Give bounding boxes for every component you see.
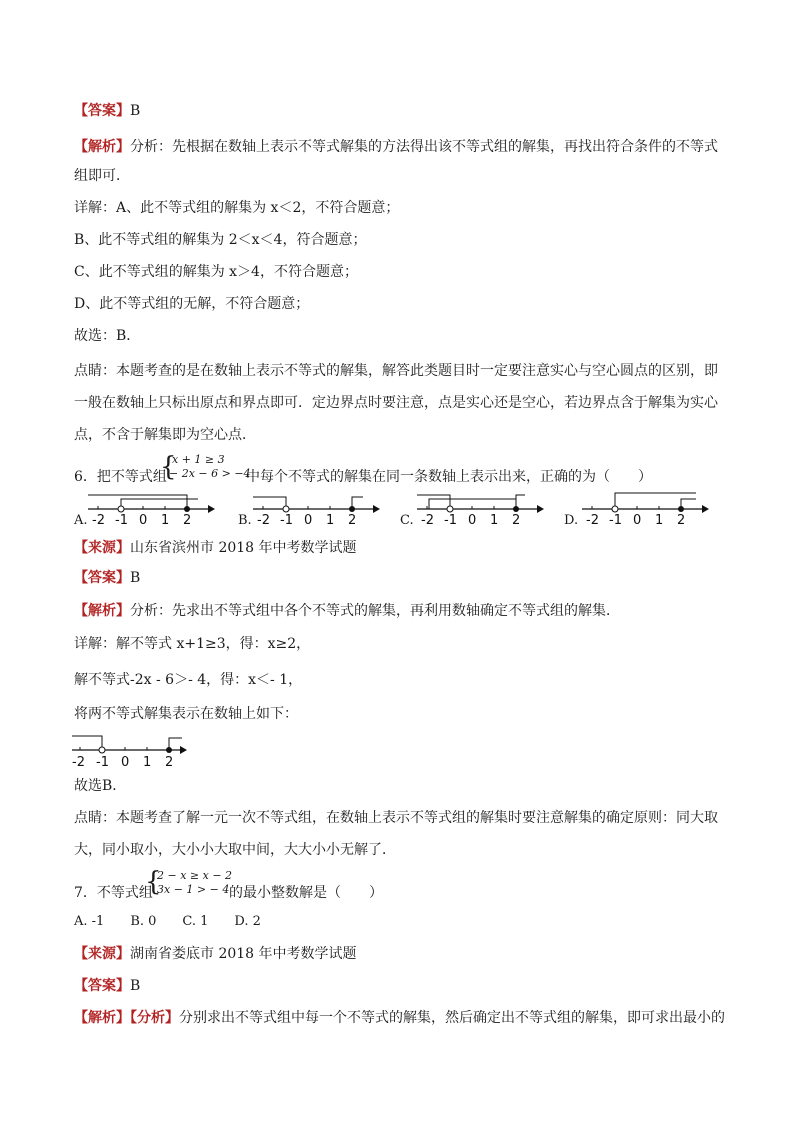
q6-system-line-1: x + 1 ≥ 3 bbox=[172, 453, 225, 466]
tick-label: 1 bbox=[490, 513, 499, 527]
tick-label: 2 bbox=[677, 513, 686, 527]
tick-label: -1 bbox=[609, 513, 622, 527]
source-tag: 【来源】 bbox=[74, 540, 130, 556]
q7-options[interactable]: A. -1 B. 0 C. 1 D. 2 bbox=[74, 914, 261, 929]
analysis-tag: 【解析】【分析】 bbox=[74, 1010, 179, 1026]
tick-label: 0 bbox=[304, 513, 313, 527]
q6-answer-line bbox=[74, 568, 140, 588]
q7-brace: { bbox=[145, 867, 162, 897]
q6-option-a-numberline[interactable] bbox=[86, 485, 216, 527]
tick-label: 0 bbox=[121, 755, 130, 770]
answer-value: B bbox=[130, 570, 141, 586]
detail-c: C、此不等式组的解集为 x＞4，不符合题意； bbox=[74, 264, 358, 280]
tick-label: 2 bbox=[348, 513, 357, 527]
q7-system-line-1: 2 − x ≥ x − 2 bbox=[157, 869, 233, 882]
analysis-line-1 bbox=[74, 137, 718, 157]
answer-tag: 【答案】 bbox=[74, 978, 130, 994]
analysis-text: 分析：先根据在数轴上表示不等式解集的方法得出该不等式组的解集，再找出符合条件的不等式 bbox=[130, 139, 718, 155]
q6-system-line-2: − 2x − 6 > −4 bbox=[169, 467, 251, 480]
analysis-text: 分别求出不等式组中每一个不等式的解集，然后确定出不等式组的解集，即可求出最小的 bbox=[179, 1010, 725, 1026]
q6-step-1: 详解：解不等式 x+1≥3，得：x≥2， bbox=[74, 636, 311, 652]
q7-suffix: 的最小整数解是（ ） bbox=[229, 885, 383, 901]
q6-option-d-numberline[interactable] bbox=[580, 485, 710, 527]
tick-label: 0 bbox=[468, 513, 477, 527]
q7-prefix: 7．不等式组 bbox=[74, 885, 153, 901]
q6-source-line bbox=[74, 538, 357, 558]
q7-answer-line bbox=[74, 976, 140, 996]
tick-label: -2 bbox=[257, 513, 270, 527]
tick-label: -2 bbox=[92, 513, 105, 527]
tick-label: -2 bbox=[421, 513, 434, 527]
q6-option-b-label[interactable]: B. bbox=[238, 513, 252, 528]
tick-label: 0 bbox=[633, 513, 642, 527]
tick-label: 2 bbox=[165, 755, 174, 770]
answer-value: B bbox=[130, 103, 141, 119]
tick-label: 0 bbox=[139, 513, 148, 527]
tick-label: -2 bbox=[72, 755, 85, 770]
tick-label: 1 bbox=[326, 513, 335, 527]
q6-suffix: 中每个不等式的解集在同一条数轴上表示出来，正确的为（ ） bbox=[246, 469, 652, 485]
tick-label: 2 bbox=[183, 513, 192, 527]
q6-solution-numberline bbox=[70, 728, 200, 770]
q6-step-3: 将两不等式解集表示在数轴上如下： bbox=[74, 706, 298, 722]
q6-stem bbox=[74, 467, 167, 487]
source-text: 湖南省娄底市 2018 年中考数学试题 bbox=[130, 946, 357, 962]
q6-comment-1: 点睛：本题考查了解一元一次不等式组，在数轴上表示不等式组的解集时要注意解集的确定原则：同大取 bbox=[74, 810, 718, 826]
choice-line: 故选：B． bbox=[74, 328, 141, 344]
tick-label: 2 bbox=[512, 513, 521, 527]
tick-label: -1 bbox=[280, 513, 293, 527]
q7-stem bbox=[74, 883, 153, 903]
source-text: 山东省滨州市 2018 年中考数学试题 bbox=[130, 540, 357, 556]
answer-tag: 【答案】 bbox=[74, 570, 130, 586]
tick-label: 1 bbox=[143, 755, 152, 770]
q6-comment-2: 大，同小取小，大小小大取中间，大大小小无解了． bbox=[74, 842, 396, 858]
detail-b: B、此不等式组的解集为 2＜x＜4，符合题意； bbox=[74, 232, 367, 248]
q6-analysis-line bbox=[74, 601, 620, 621]
answer-line bbox=[74, 101, 140, 121]
tick-label: 1 bbox=[161, 513, 170, 527]
q7-analysis-line bbox=[74, 1008, 725, 1028]
q6-choice: 故选B． bbox=[74, 778, 127, 794]
tick-label: -1 bbox=[444, 513, 457, 527]
comment-line-3: 点，不含于解集即为空心点． bbox=[74, 427, 256, 443]
q6-prefix: 6．把不等式组 bbox=[74, 469, 167, 485]
answer-value: B bbox=[130, 978, 141, 994]
q6-option-d-label[interactable]: D. bbox=[564, 513, 579, 528]
q6-step-2: 解不等式-2x - 6＞- 4，得：x＜- 1， bbox=[74, 672, 303, 688]
tick-label: -1 bbox=[115, 513, 128, 527]
analysis-tag: 【解析】 bbox=[74, 139, 130, 155]
detail-a: 详解：A、此不等式组的解集为 x＜2，不符合题意； bbox=[74, 200, 400, 216]
detail-d: D、此不等式组的无解，不符合题意； bbox=[74, 296, 310, 312]
source-tag: 【来源】 bbox=[74, 946, 130, 962]
analysis-line-2: 组即可． bbox=[74, 168, 130, 184]
q6-option-c-label[interactable]: C. bbox=[400, 513, 414, 528]
q6-option-a-label[interactable]: A. bbox=[74, 513, 88, 528]
analysis-tag: 【解析】 bbox=[74, 603, 130, 619]
tick-label: -2 bbox=[586, 513, 599, 527]
tick-label: 1 bbox=[655, 513, 664, 527]
q6-option-b-numberline[interactable] bbox=[251, 485, 381, 527]
comment-line-2: 一般在数轴上只标出原点和界点即可．定边界点时要注意，点是实心还是空心，若边界点含于解集为实心 bbox=[74, 395, 718, 411]
q7-source-line bbox=[74, 944, 357, 964]
comment-line-1: 点睛：本题考查的是在数轴上表示不等式的解集，解答此类题目时一定要注意实心与空心圆点的区别，即 bbox=[74, 363, 718, 379]
q7-system-line-2: 3x − 1 > − 4 bbox=[157, 883, 230, 896]
tick-label: -1 bbox=[96, 755, 109, 770]
answer-tag: 【答案】 bbox=[74, 103, 130, 119]
q6-brace: { bbox=[160, 452, 177, 482]
analysis-text: 分析：先求出不等式组中各个不等式的解集，再利用数轴确定不等式组的解集． bbox=[130, 603, 620, 619]
q6-option-c-numberline[interactable] bbox=[415, 485, 545, 527]
